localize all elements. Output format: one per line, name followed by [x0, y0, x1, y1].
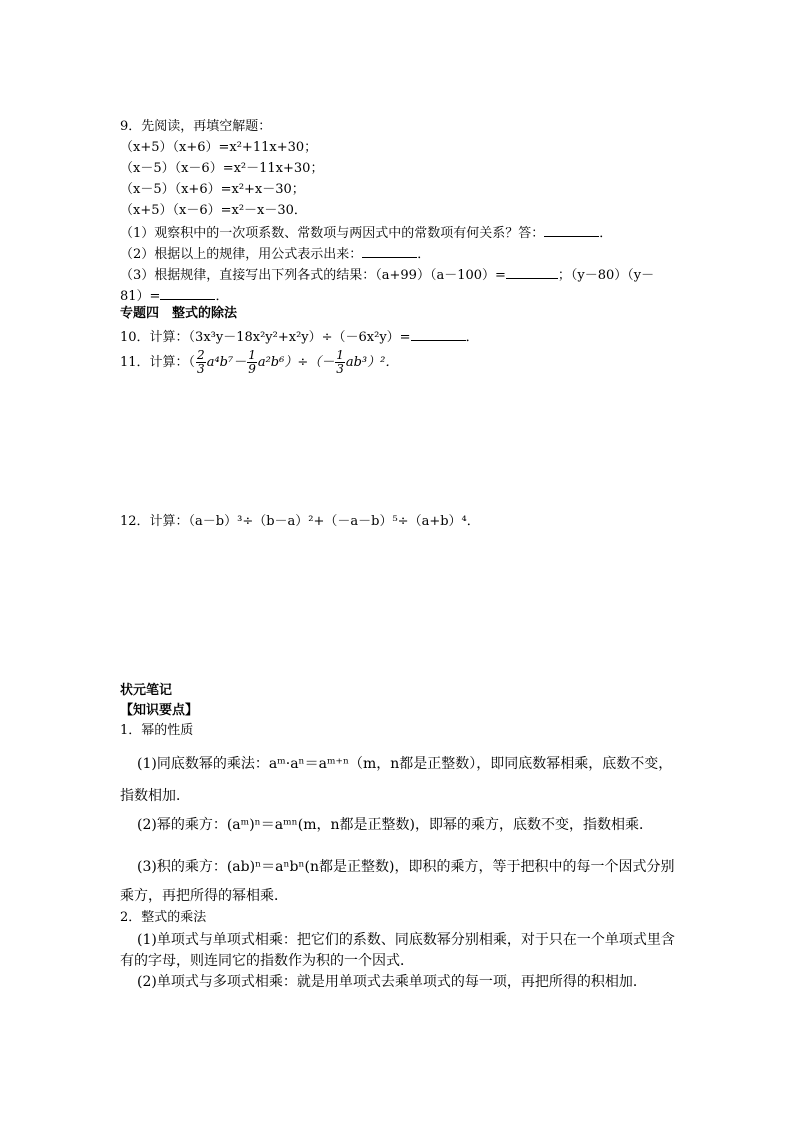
- q9-part-3: [120, 265, 654, 285]
- answer-blank[interactable]: [362, 244, 417, 258]
- rule-2: (2)幂的乘方：(aᵐ)ⁿ＝aᵐⁿ(m，n都是正整数)，即幂的乘方，底数不变，指数相乘．: [137, 817, 653, 833]
- notes-title: 状元笔记: [120, 683, 173, 698]
- q9-equation-4: （x+5）（x－6）=x²－x－30．: [120, 203, 307, 218]
- q11-term-2: a²b⁶）÷（－: [257, 355, 335, 370]
- fraction-denominator: 9: [248, 362, 256, 376]
- period: ．: [215, 289, 229, 304]
- q9-part-3-text: （3）根据规律，直接写出下列各式的结果：（a+99）（a－100）=: [120, 268, 506, 283]
- q9-part-3-text-3: 81）=: [120, 289, 161, 304]
- answer-blank[interactable]: [544, 223, 599, 237]
- q9-part-2: [120, 244, 430, 264]
- q9-title: 9．先阅读，再填空解题：: [120, 119, 272, 134]
- fraction-numerator: 2: [197, 348, 205, 362]
- fraction-denominator: 3: [336, 362, 344, 376]
- q11-term-1: a⁴b⁷－: [206, 355, 247, 370]
- q9-part-3-cont: [120, 286, 228, 306]
- section-heading-4: 专题四 整式的除法: [120, 306, 238, 321]
- question-10: [120, 327, 479, 347]
- period: ．: [465, 330, 479, 345]
- answer-blank[interactable]: [411, 327, 466, 341]
- fraction-numerator: 1: [336, 348, 344, 362]
- notes-subheading-1: 1．幂的性质: [120, 723, 194, 738]
- rule-1-line-2: 指数相加．: [120, 788, 190, 804]
- rule-3-line-1: (3)积的乘方：(ab)ⁿ＝aⁿbⁿ(n都是正整数)，即积的乘方，等于把积中的每一个因式分别: [137, 859, 675, 875]
- fraction-numerator: 1: [248, 348, 256, 362]
- fraction: [247, 349, 257, 376]
- q11-term-3: ab³）²．: [345, 355, 399, 370]
- answer-blank[interactable]: [160, 286, 215, 300]
- notes-subheading-2: 2．整式的乘法: [120, 910, 207, 925]
- q9-part-1-text: （1）观察积中的一次项系数、常数项与两因式中的常数项有何关系？答：: [120, 226, 545, 241]
- fraction: [335, 349, 345, 376]
- rule-3-line-2: 乘方，再把所得的幂相乘．: [120, 888, 288, 904]
- question-12: 12．计算：（a－b）³÷（b－a）²+（－a－b）⁵÷（a+b）⁴．: [120, 514, 480, 529]
- q9-part-3-text-2: ；（y－80）（y－: [557, 268, 655, 283]
- mult-rule-1-line-2: 有的字母，则连同它的指数作为积的一个因式．: [120, 953, 414, 969]
- fraction-denominator: 3: [197, 362, 205, 376]
- mult-rule-2: (2)单项式与多项式相乘：就是用单项式去乘单项式的每一项，再把所得的积相加．: [137, 974, 647, 990]
- rule-1-line-1: (1)同底数幂的乘法：aᵐ·aⁿ＝aᵐ⁺ⁿ（m，n都是正整数），即同底数幂相乘，底数不变，: [137, 756, 673, 772]
- q9-part-1: [120, 223, 612, 243]
- q10-text: 10．计算：（3x³y－18x²y²+x²y）÷（－6x²y）=: [120, 330, 411, 345]
- q9-equation-3: （x－5）（x+6）=x²+x－30；: [120, 182, 305, 197]
- notes-heading: 【知识要点】: [120, 703, 199, 718]
- mult-rule-1-line-1: (1)单项式与单项式相乘：把它们的系数、同底数幂分别相乘，对于只在一个单项式里含: [137, 932, 675, 948]
- q9-equation-2: （x－5）（x－6）=x²－11x+30；: [120, 161, 324, 176]
- q11-label: 11．计算：（: [120, 355, 196, 370]
- question-11: [120, 348, 398, 378]
- q9-part-2-text: （2）根据以上的规律，用公式表示出来：: [120, 247, 363, 262]
- period: ．: [599, 226, 613, 241]
- period: ．: [417, 247, 431, 262]
- fraction: [196, 349, 206, 376]
- answer-blank[interactable]: [506, 265, 558, 279]
- q9-equation-1: （x+5）（x+6）=x²+11x+30；: [120, 140, 318, 155]
